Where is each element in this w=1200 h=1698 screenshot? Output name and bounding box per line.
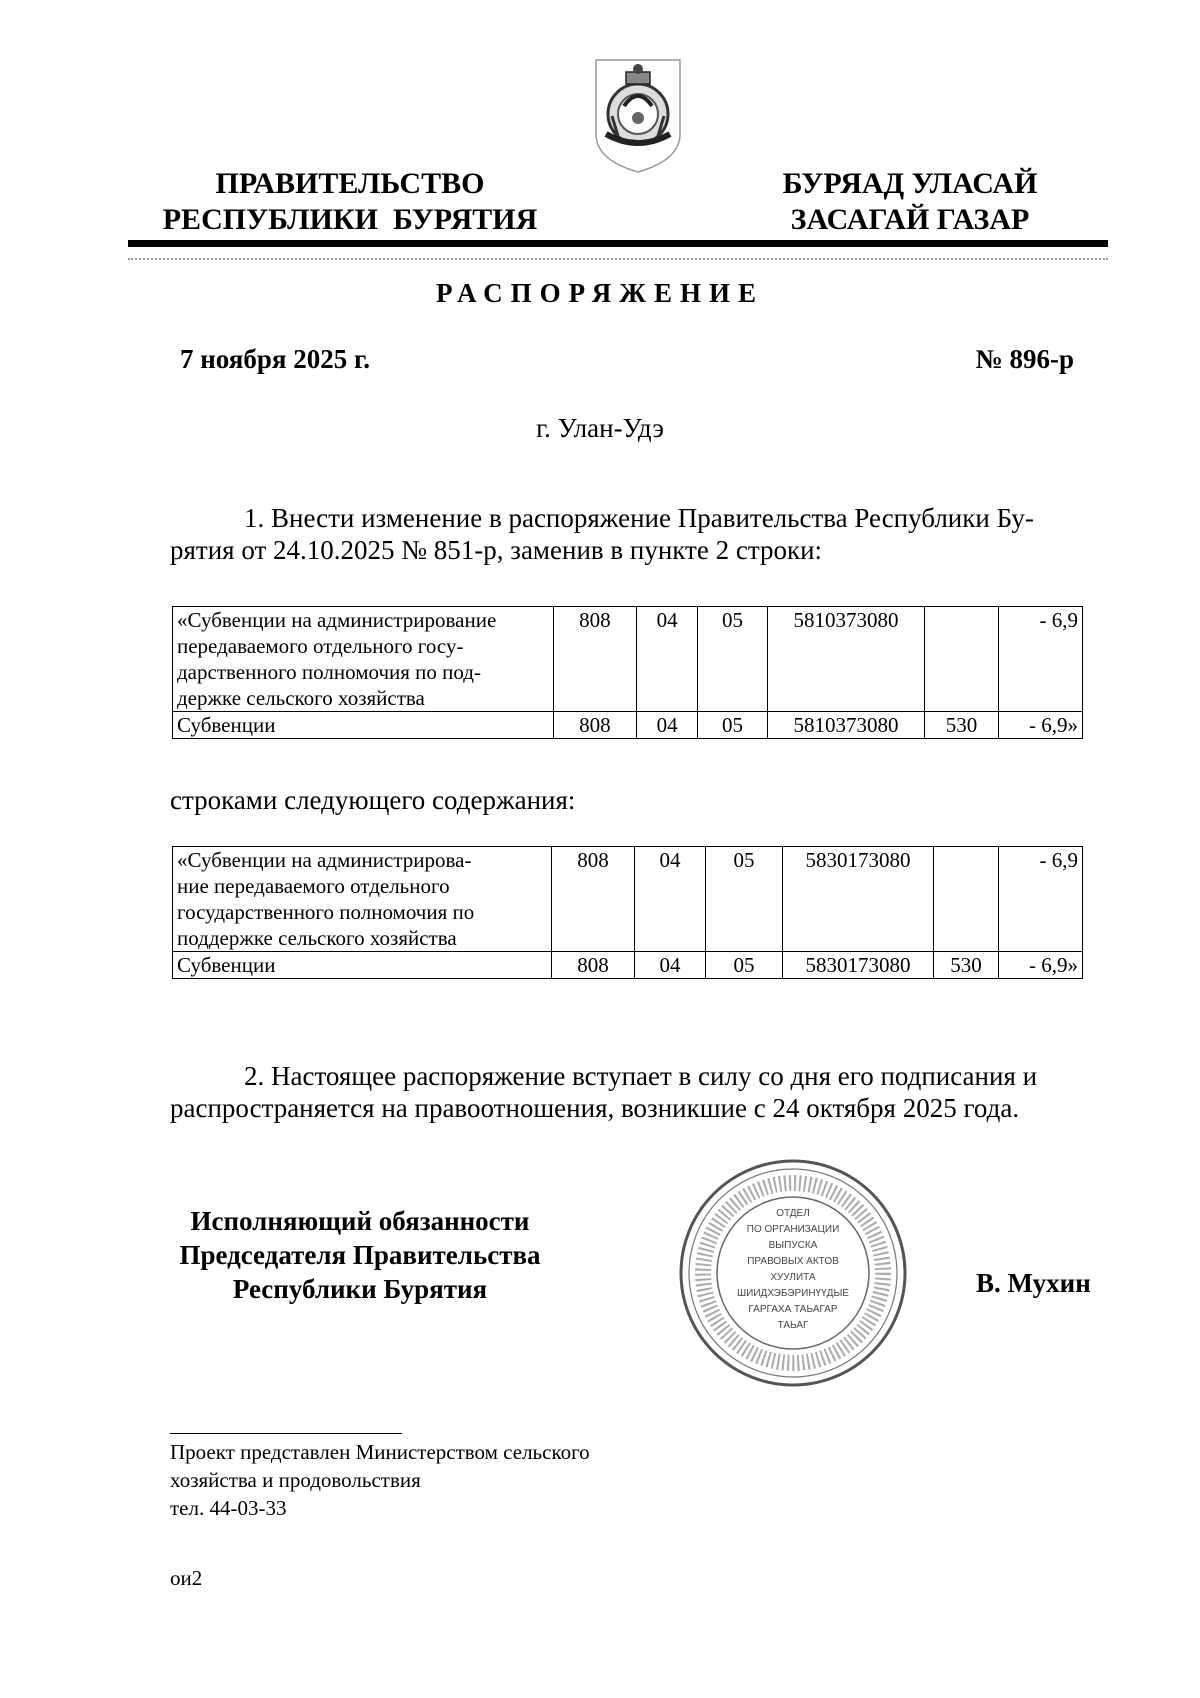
table-old-rows: [172, 606, 1083, 739]
header-left-line1: ПРАВИТЕЛЬСТВО: [215, 167, 485, 200]
table-cell: 808: [552, 847, 635, 952]
footer-code: ои2: [170, 1566, 203, 1590]
header-right-line1: БУРЯАД УЛАСАЙ: [782, 167, 1038, 200]
table-cell: 05: [706, 952, 783, 979]
paragraph-1: [170, 502, 1080, 566]
stamp-line: ПРАВОВЫХ АКТОВ: [747, 1256, 839, 1267]
intermediate-text: строками следующего содержания:: [170, 785, 576, 815]
table-new-rows: [172, 846, 1083, 979]
cell-line: поддержке сельского хозяйства: [177, 926, 457, 950]
table-cell: 5810373080: [767, 712, 925, 739]
table-cell: 808: [553, 712, 636, 739]
table-cell: 808: [553, 607, 636, 712]
document-city: г. Улан-Удэ: [536, 413, 664, 443]
cell-line: «Субвенции на администрирова-: [177, 848, 472, 872]
table-cell: 5830173080: [783, 847, 934, 952]
stamp-line: ТАЬАГ: [777, 1320, 809, 1331]
paragraph-1-line2: рятия от 24.10.2025 № 851-р, заменив в пункте 2 строки:: [170, 535, 823, 565]
table-cell: 530: [925, 712, 998, 739]
stamp-line: ШИИДХЭБЭРИНҮҮДЫЕ: [737, 1288, 849, 1299]
table-cell: [925, 607, 998, 712]
footer-line3: тел. 44-03-33: [170, 1496, 287, 1520]
cell-line: ние передаваемого отдельного: [177, 874, 450, 898]
table-cell-name: [173, 847, 552, 952]
stamp-line: ВЫПУСКА: [768, 1240, 818, 1251]
table-cell: - 6,9: [999, 847, 1083, 952]
table-cell: 04: [637, 607, 698, 712]
cell-line: держке сельского хозяйства: [177, 686, 425, 710]
table-cell-name: [173, 712, 554, 739]
header-left: [160, 166, 540, 238]
header-right-line2: ЗАСАГАЙ ГАЗАР: [790, 203, 1030, 236]
paragraph-1-line1: 1. Внести изменение в распоряжение Правительства Республики Бу-: [244, 503, 1034, 533]
table-row: [173, 712, 1083, 739]
signatory-name: В. Мухин: [976, 1268, 1091, 1298]
header-left-line2: РЕСПУБЛИКИ БУРЯТИЯ: [162, 203, 538, 236]
cell-line: государственного полномочия по: [177, 900, 475, 924]
stamp-line: ПО ОРГАНИЗАЦИИ: [746, 1224, 840, 1235]
table-row: [173, 607, 1083, 712]
table-cell: - 6,9: [998, 607, 1082, 712]
stamp-line: ХУУЛИТА: [770, 1272, 816, 1283]
table-cell: 05: [698, 712, 767, 739]
stamp-line: ОТДЕЛ: [776, 1208, 810, 1219]
table-cell-name: [173, 952, 552, 979]
table-cell: - 6,9»: [998, 712, 1082, 739]
signatory-title: [160, 1204, 560, 1306]
table-cell: 5810373080: [767, 607, 925, 712]
table-row: [173, 952, 1083, 979]
header-right: [760, 166, 1060, 238]
table-cell: - 6,9»: [999, 952, 1083, 979]
table-cell-name: [173, 607, 554, 712]
table-cell: 530: [934, 952, 999, 979]
document-type-title: РАСПОРЯЖЕНИЕ: [435, 278, 765, 308]
document-date: 7 ноября 2025 г.: [180, 344, 370, 374]
table-cell: 04: [635, 952, 706, 979]
footer-note: [170, 1438, 590, 1522]
table-cell: [934, 847, 999, 952]
table-cell: 05: [698, 607, 767, 712]
footer-line2: хозяйства и продовольствия: [170, 1468, 421, 1492]
cell-line: Субвенции: [177, 713, 276, 737]
table-cell: 05: [706, 847, 783, 952]
table-cell: 04: [635, 847, 706, 952]
signatory-title-line2: Председателя Правительства: [179, 1240, 541, 1270]
signatory-title-line3: Республики Бурятия: [232, 1274, 488, 1304]
table-cell: 5830173080: [783, 952, 934, 979]
footer-line1: Проект представлен Министерством сельского: [170, 1440, 590, 1464]
stamp-text: [713, 1206, 873, 1334]
paragraph-2-line2: распространяется на правоотношения, возникшие с 24 октября 2025 года.: [170, 1093, 1020, 1123]
official-stamp: [676, 1156, 910, 1390]
table-cell: 04: [637, 712, 698, 739]
header-dotted-divider: [128, 258, 1108, 260]
coat-of-arms-emblem: [592, 56, 684, 176]
header-divider: [128, 240, 1108, 247]
cell-line: дарственного полномочия по под-: [177, 660, 481, 684]
paragraph-2-line1: 2. Настоящее распоряжение вступает в силу со дня его подписания и: [244, 1061, 1038, 1091]
cell-line: передаваемого отдельного госу-: [177, 634, 464, 658]
table-cell: 808: [552, 952, 635, 979]
cell-line: Субвенции: [177, 953, 276, 977]
signatory-title-line1: Исполняющий обязанности: [190, 1206, 530, 1236]
stamp-line: ГАРГАХА ТАЬАГАР: [748, 1304, 838, 1315]
document-number: № 896-р: [975, 344, 1074, 374]
paragraph-2: [170, 1060, 1090, 1124]
footer-divider: [170, 1433, 402, 1434]
table-row: [173, 847, 1083, 952]
cell-line: «Субвенции на администрирование: [177, 608, 497, 632]
